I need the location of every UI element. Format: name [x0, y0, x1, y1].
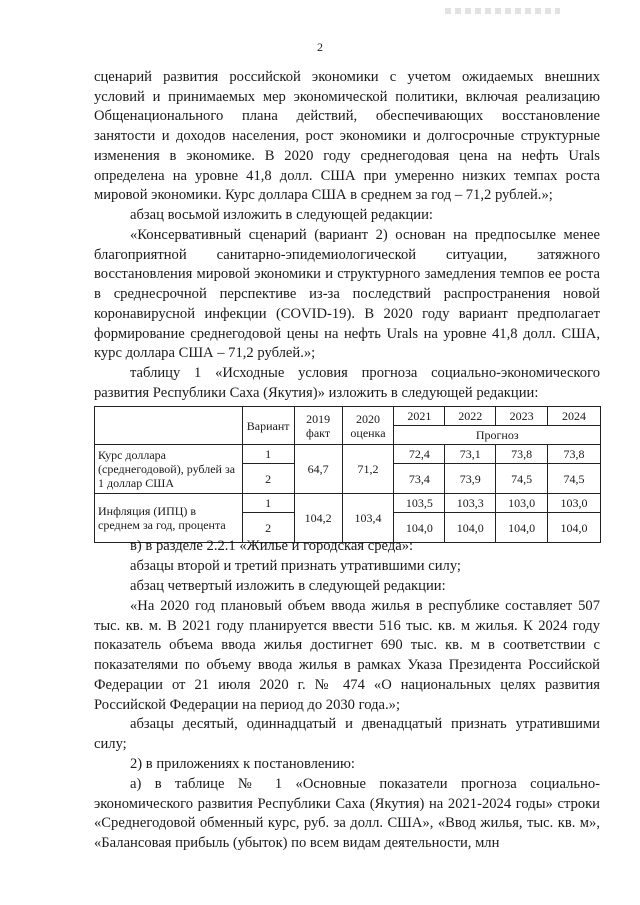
row-inflation-2020: 103,4: [342, 494, 394, 543]
header-2019-year: 2019: [306, 411, 331, 426]
row-exchange-rate-variant-1: 1: [242, 445, 294, 464]
table-header-variant: Вариант: [242, 407, 294, 445]
table-header-2022: 2022: [445, 407, 496, 426]
paragraph-scenario-end: сценарий развития российской экономики с учетом ожидаемых внешних условий и принимаемых мер экономической политики, включая реализацию Общенационального плана действий, обеспечивающих восстановление занятости и доходов населения, рост экономики и долгосрочные структурные изменения в экономике. В 2020 году среднегодовая цена на нефть Urals определена на уровне 41,8 долл. США при умеренно низких темпах роста мировой экономики. Курс доллара США в среднем за год – 71,2 рублей.»;: [94, 69, 600, 204]
row-inflation-variant-2: 2: [242, 513, 294, 543]
row-exchange-rate-label: Курс доллара (среднегодовой), рублей за 1 доллар США: [95, 445, 243, 494]
table-cell: 103,5: [394, 494, 445, 513]
paragraph-amend-eighth: абзац восьмой изложить в следующей редакции:: [130, 207, 433, 223]
table-cell: 73,8: [496, 445, 548, 464]
page-number: 2: [317, 40, 323, 54]
row-exchange-rate-variant-2: 2: [242, 464, 294, 494]
table-cell: 104,0: [394, 513, 445, 543]
paragraph-section-housing: в) в разделе 2.2.1 «Жилье и городская среда»:: [130, 538, 414, 554]
table-header-empty: [95, 407, 243, 445]
table-header-2020: [342, 407, 394, 445]
scan-artifact: [445, 8, 560, 14]
paragraph-amend-fourth: абзац четвертый изложить в следующей редакции:: [130, 578, 446, 594]
paragraph-repeal-second-third: абзацы второй и третий признать утратившими силу;: [130, 558, 461, 574]
table-cell: 74,5: [548, 464, 601, 494]
table-cell: 104,0: [445, 513, 496, 543]
header-2019-sub: факт: [306, 425, 331, 440]
paragraph-table-intro: таблицу 1 «Исходные условия прогноза социально-экономического развития Республики Саха (Якутия)» изложить в следующей редакции:: [94, 365, 600, 401]
table-header-2023: 2023: [496, 407, 548, 426]
row-exchange-rate-2019: 64,7: [294, 445, 342, 494]
table-cell: 73,8: [548, 445, 601, 464]
header-2020-year: 2020: [355, 411, 380, 426]
header-2020-sub: оценка: [350, 425, 386, 440]
table-cell: 72,4: [394, 445, 445, 464]
row-exchange-rate-2020: 71,2: [342, 445, 394, 494]
paragraph-conservative-scenario: «Консервативный сценарий (вариант 2) основан на предпосылке менее благоприятной санитарно-эпидемиологической ситуации, затяжного восстановления мировой экономики и структурного замедления темпов ее роста в среднесрочной перспективе из-за последствий распространения новой коронавирусной инфекции (COVID-19). В 2020 году вариант предполагает формирование среднегодовой цены на нефть Urals на уровне 41,8 долл. США, курс доллара США – 71,2 рублей.»;: [94, 227, 600, 362]
table-cell: 104,0: [548, 513, 601, 543]
table-cell: 73,1: [445, 445, 496, 464]
row-inflation-label: Инфляция (ИПЦ) в среднем за год, процента: [95, 494, 243, 543]
paragraph-housing-plan: «На 2020 год плановый объем ввода жилья в республике составляет 507 тыс. кв. м. В 2021 году планируется ввести 516 тыс. кв. м жилья. К 2024 году показатель объема ввода жилья достигнет 690 тыс. кв. м в соответствии с показателями по объему ввода жилья в рамках Указа Президента Российской Федерации от 21 июля 2020 г. № 474 «О национальных целях развития Российской Федерации на период до 2030 года.»;: [94, 598, 600, 713]
paragraph-table-1-rows: а) в таблице № 1 «Основные показатели прогноза социально-экономического развития Республики Саха (Якутия) на 2021-2024 годы» строки «Среднегодовой обменный курс, руб. за долл. США», «Ввод жилья, тыс. кв. м», «Балансовая прибыль (убыток) по всем видам деятельности, млн: [94, 776, 600, 852]
paragraph-appendices: 2) в приложениях к постановлению:: [130, 756, 355, 772]
table-header-2019: [294, 407, 342, 445]
table-header-2021: 2021: [394, 407, 445, 426]
paragraph-repeal-tenth-twelfth: абзацы десятый, одиннадцатый и двенадцатый признать утратившими силу;: [94, 716, 600, 752]
table-cell: 73,9: [445, 464, 496, 494]
row-inflation-2019: 104,2: [294, 494, 342, 543]
table-cell: 103,0: [548, 494, 601, 513]
forecast-conditions-table: [94, 406, 601, 543]
table-cell: 104,0: [496, 513, 548, 543]
table-cell: 103,0: [496, 494, 548, 513]
row-inflation-variant-1: 1: [242, 494, 294, 513]
table-cell: 74,5: [496, 464, 548, 494]
table-cell: 73,4: [394, 464, 445, 494]
table-header-forecast: Прогноз: [394, 426, 601, 445]
table-header-2024: 2024: [548, 407, 601, 426]
table-cell: 103,3: [445, 494, 496, 513]
